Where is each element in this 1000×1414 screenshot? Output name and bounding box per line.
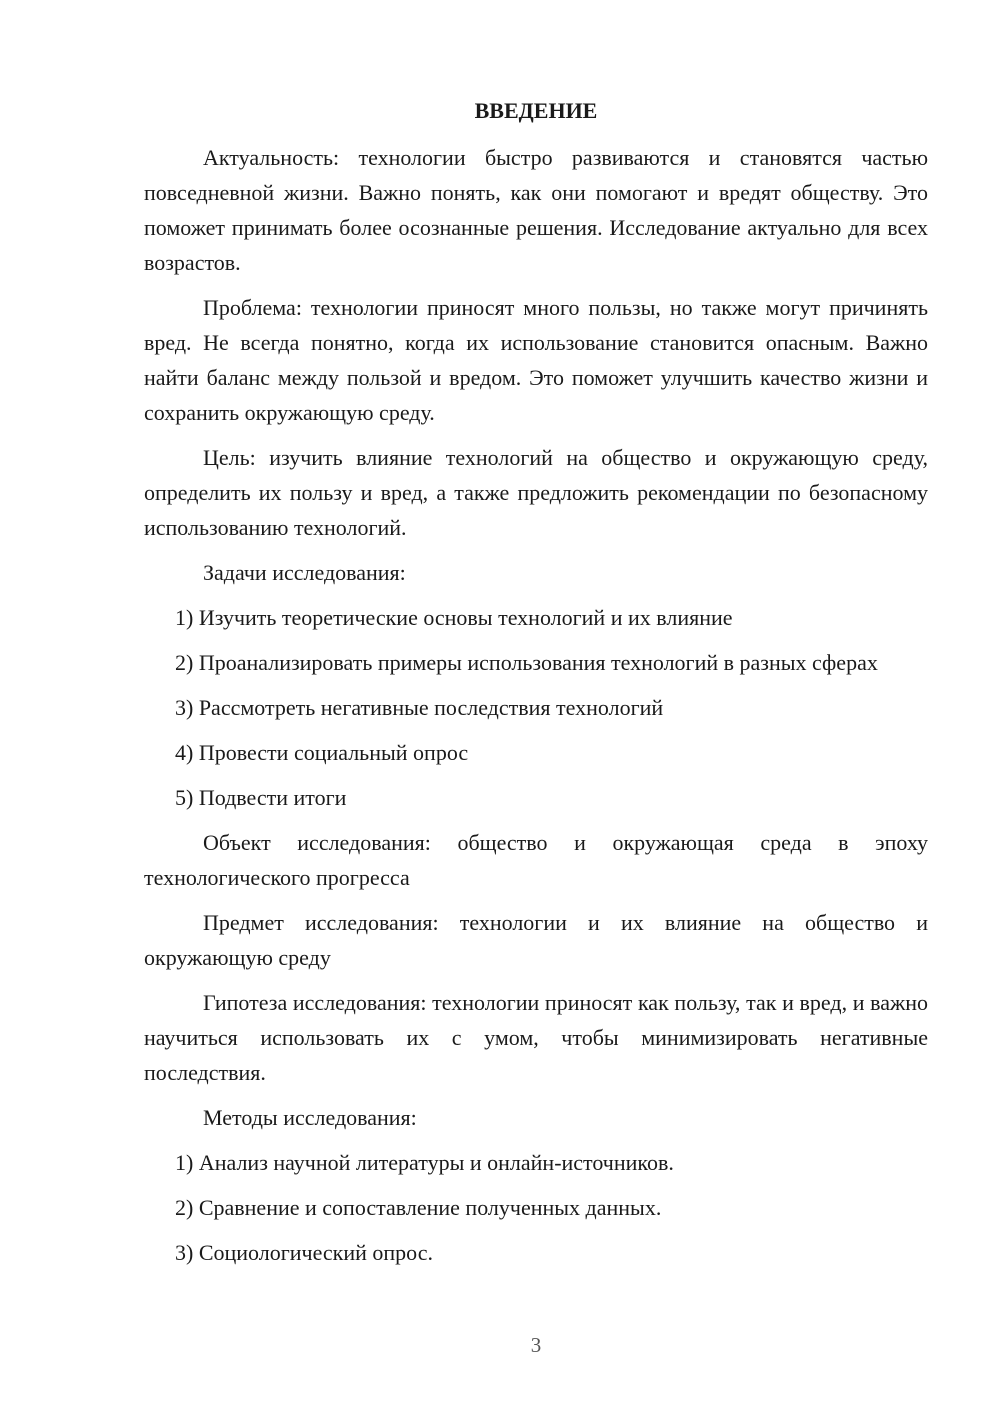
method-item-1: 1) Анализ научной литературы и онлайн-источников. — [175, 1150, 674, 1175]
page-number: 3 — [530, 1333, 542, 1357]
method-item-3: 3) Социологический опрос. — [175, 1240, 433, 1265]
object-paragraph: Объект исследования: общество и окружающая среда в эпоху технологического прогресса — [144, 830, 928, 890]
task-item-5: 5) Подвести итоги — [175, 785, 347, 810]
methods-heading: Методы исследования: — [203, 1105, 417, 1130]
document-page — [144, 96, 928, 1280]
problem-paragraph: Проблема: технологии приносят много пользы, но также могут причинять вред. Не всегда понятно, когда их использование становится опасным. Важно найти баланс между пользой и вредом. Это поможет улучшить качество жизни и сохранить окружающую среду. — [144, 295, 928, 425]
hypothesis-paragraph: Гипотеза исследования: технологии приносят как пользу, так и вред, и важно научиться использовать их с умом, чтобы минимизировать негативные последствия. — [144, 990, 928, 1085]
tasks-heading: Задачи исследования: — [203, 560, 406, 585]
subject-paragraph: Предмет исследования: технологии и их влияние на общество и окружающую среду — [144, 910, 928, 970]
task-item-4: 4) Провести социальный опрос — [175, 740, 469, 765]
section-title: ВВЕДЕНИЕ — [474, 98, 598, 123]
task-item-3: 3) Рассмотреть негативные последствия технологий — [175, 695, 664, 720]
goal-paragraph: Цель: изучить влияние технологий на общество и окружающую среду, определить их пользу и вред, а также предложить рекомендации по безопасному использованию технологий. — [144, 445, 928, 540]
task-item-2: 2) Проанализировать примеры использования технологий в разных сферах — [175, 650, 878, 675]
relevance-paragraph: Актуальность: технологии быстро развиваются и становятся частью повседневной жизни. Важно понять, как они помогают и вредят обществу. Это поможет принимать более осознанные решения. Исследование актуально для всех возрастов. — [144, 145, 928, 275]
task-item-1: 1) Изучить теоретические основы технологий и их влияние — [175, 605, 733, 630]
method-item-2: 2) Сравнение и сопоставление полученных данных. — [175, 1195, 662, 1220]
